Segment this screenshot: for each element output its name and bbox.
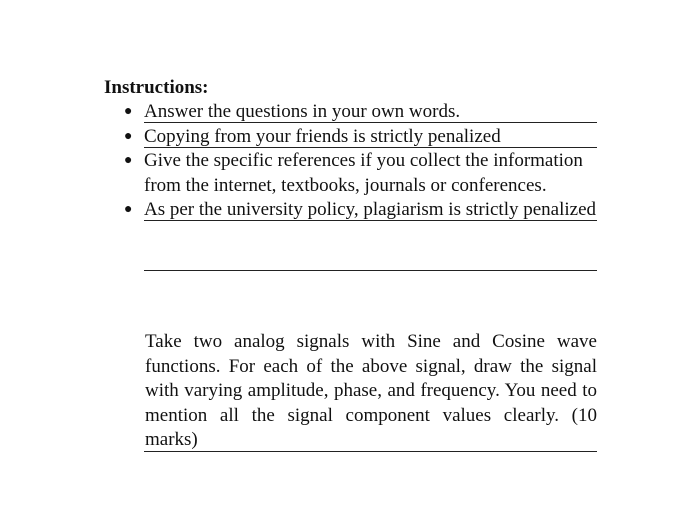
instruction-item xyxy=(124,125,598,150)
bullet-icon: ● xyxy=(124,153,133,168)
instructions-list xyxy=(124,100,598,223)
bullet-icon: ● xyxy=(124,202,133,217)
instruction-item xyxy=(124,149,598,198)
underline-rule xyxy=(144,270,597,271)
instruction-text: Give the specific references if you collect the information from the internet, textbooks, journals or conferences. xyxy=(144,150,583,196)
instruction-item xyxy=(124,198,598,223)
instructions-heading: Instructions: xyxy=(104,77,209,98)
underline-rule xyxy=(144,122,597,123)
instruction-text: Copying from your friends is strictly penalized xyxy=(144,125,501,147)
question-text: Take two analog signals with Sine and Cosine wave functions. For each of the above signal, draw the signal with varying amplitude, phase, and frequency. You need to mention all the signal component values clearly. (10 marks) xyxy=(145,331,597,450)
underline-rule xyxy=(144,147,597,148)
instruction-text: Answer the questions in your own words. xyxy=(144,101,461,122)
underline-rule xyxy=(144,220,597,221)
bullet-icon: ● xyxy=(124,128,133,144)
instruction-item xyxy=(124,100,598,125)
instruction-text: As per the university policy, plagiarism is strictly penalized xyxy=(144,199,597,220)
underline-rule xyxy=(144,451,597,452)
bullet-icon: ● xyxy=(124,104,133,119)
